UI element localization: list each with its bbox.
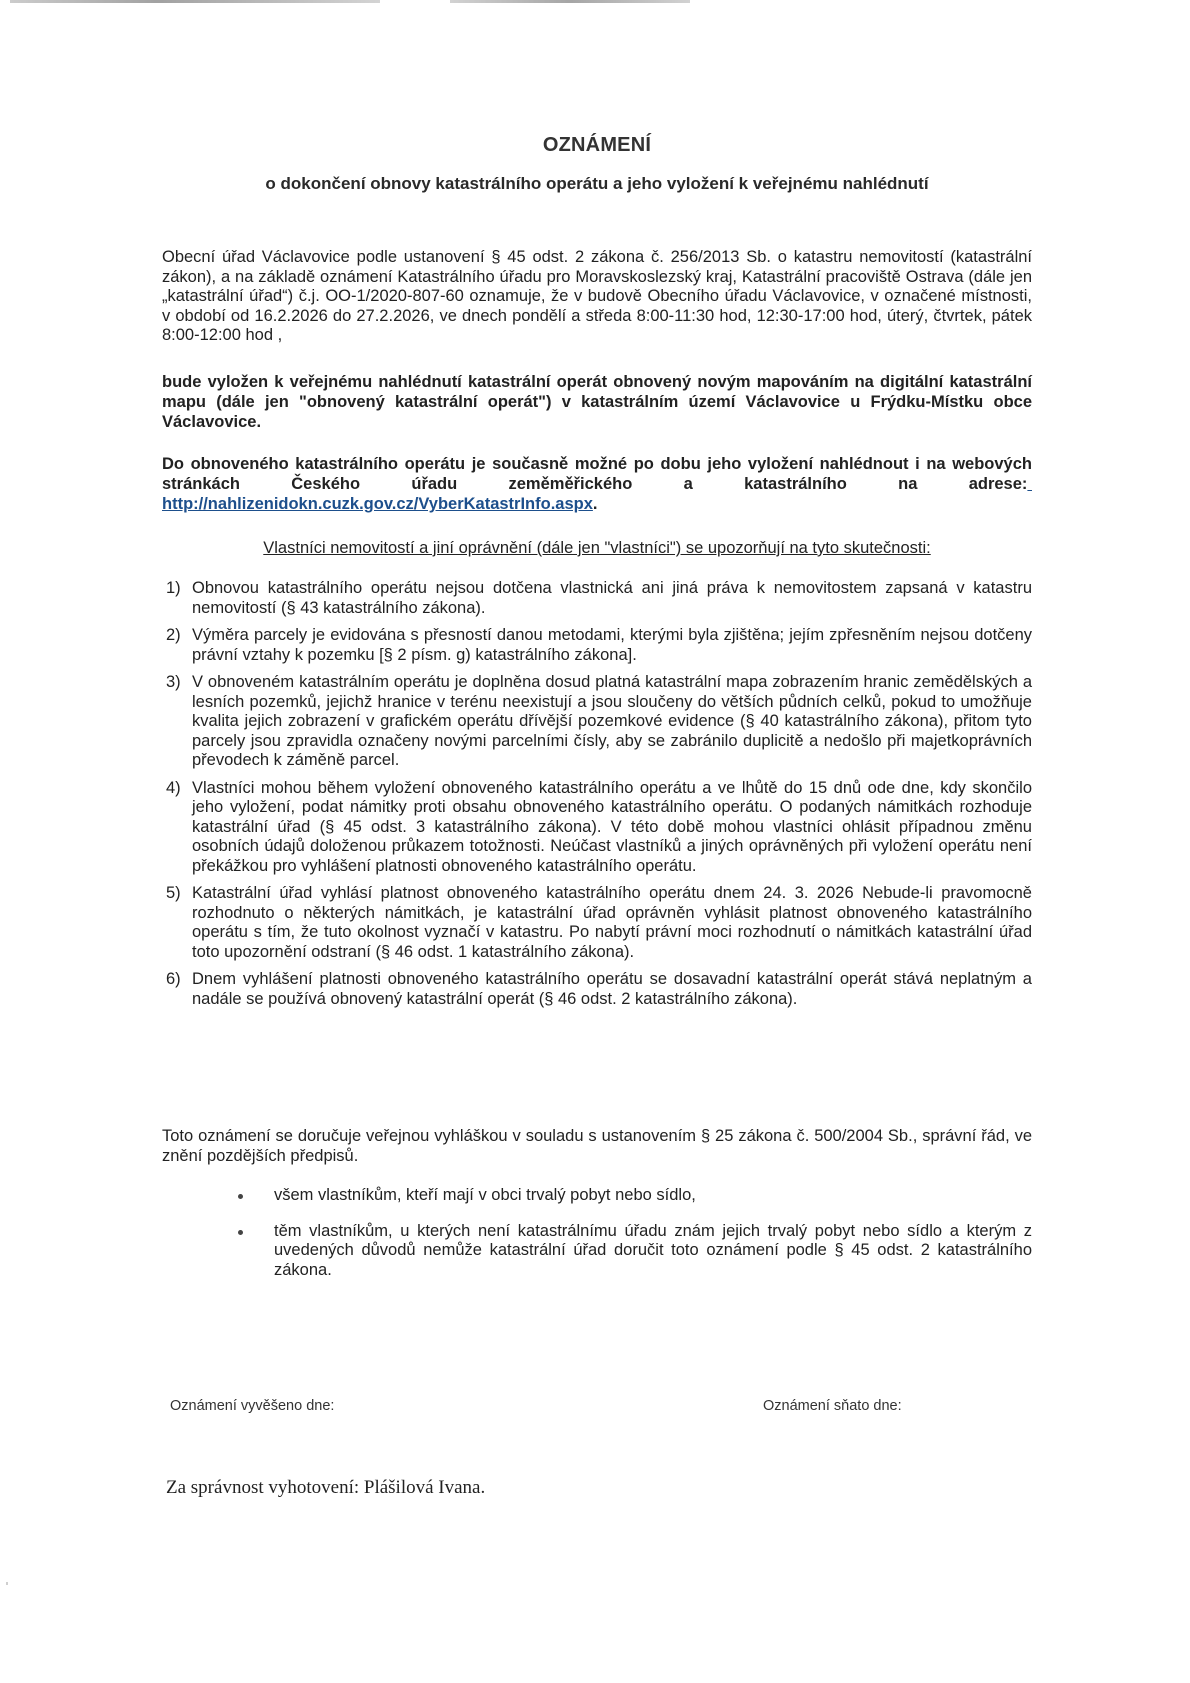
recipients-list [232,1186,1032,1296]
list-item: 2) Výměra parcely je evidována s přesností danou metodami, kterými byla zjištěna; jejím zpřesněním nejsou dotčeny právní vztahy k pozemku [§ 2 písm. g) katastrálního zákona]. [166,626,1032,664]
list-item: 6) Dnem vyhlášení platnosti obnoveného katastrálního operátu se dosavadní katastrální operát stává neplatným a nadále se používá obnovený katastrální operát (§ 46 odst. 2 katastrálního zákona). [166,970,1032,1008]
link-underscore [1027,475,1032,493]
list-item: 3) V obnoveném katastrálním operátu je doplněna dosud platná katastrální mapa zobrazením hranic zemědělských a lesních pozemků, jejichž hranice v terénu neexistují a jsou sloučeny do větších půdních celků, pokud to umožňuje kvalita jejich zobrazení v grafickém operátu dřívější pozemkové evidence (§ 40 katastrálního zákona), přitom tyto parcely jsou zpravidla označeny novými parcelními čísly, aby se zabránilo duplicitě a nedošlo při majetkoprávních převodech k záměně parcel. [166,673,1032,769]
bullet-icon [238,1230,243,1235]
cuzk-link[interactable]: http://nahlizenidokn.cuzk.gov.cz/VyberKatastrInfo.aspx [162,495,593,513]
list-item: všem vlastníkům, kteří mají v obci trvalý pobyt nebo sídlo, [232,1186,1032,1206]
link-period: . [592,495,598,513]
document-subtitle: o dokončení obnovy katastrálního operátu a jeho vyložení k veřejnému nahlédnutí [265,174,929,193]
list-item: těm vlastníkům, u kterých není katastrálnímu úřadu znám jejich trvalý pobyt nebo sídlo a kterým z uvedených důvodů nemůže katastrální úřad doručit toto oznámení podle § 45 odst. 2 katastrálního zákona. [232,1222,1032,1281]
document-title: OZNÁMENÍ [542,134,652,156]
posted-date-label: Oznámení vyvěšeno dne: [170,1398,335,1414]
intro-paragraph: Obecní úřad Václavovice podle ustanovení § 45 odst. 2 zákona č. 256/2013 Sb. o katastru nemovitostí (katastrální zákon), a na základě oznámení Katastrálního úřadu pro Moravskoslezský kraj, Katastrální pracoviště Ostrava (dále jen „katastrální úřad“) č.j. OO-1/2020-807-60 oznamuje, že v budově Obecního úřadu Václavovice, v označené místnosti, v období od 16.2.2026 do 27.2.2026, ve dnech pondělí a středa 8:00-11:30 hod, 12:30-17:00 hod, úterý, čtvrtek, pátek 8:00-12:00 hod , [162,248,1032,344]
list-item: 1) Obnovou katastrálního operátu nejsou dotčena vlastnická ani jiná práva k nemovitostem zapsaná v katastru nemovitostí (§ 43 katastrálního zákona). [166,579,1032,617]
owners-warning-heading: Vlastníci nemovitostí a jiní oprávnění (dále jen "vlastníci") se upozorňují na tyto skutečnosti: [263,539,931,557]
facts-list [162,579,1032,1017]
web-access-paragraph [162,454,1032,514]
exhibition-paragraph: bude vyložen k veřejnému nahlédnutí katastrální operát obnovený novým mapováním na digitální katastrální mapu (dále jen "obnovený katastrální operát") v katastrálním území Václavovice u Frýdku-Místku obce Václavovice. [162,373,1032,431]
web-access-text: Do obnoveného katastrálního operátu je současně možné po dobu jeho vyložení nahlédnout i na webových stránkách Českého úřadu zeměměřického a katastrálního na adrese: [162,455,1032,493]
scan-speck [6,1582,8,1585]
scan-edge-artifact [450,0,690,3]
removed-date-label: Oznámení sňato dne: [763,1398,902,1414]
list-item: 4) Vlastníci mohou během vyložení obnoveného katastrálního operátu a ve lhůtě do 15 dnů ode dne, kdy skončilo jeho vyložení, podat námitky proti obsahu obnoveného katastrálního operátu. O podaných námitkách rozhoduje katastrální úřad (§ 45 odst. 3 katastrálního zákona). V této době mohou vlastníci ohlásit případnou změnu osobních údajů doloženou průkazem totožnosti. Neúčast vlastníků a jiných oprávněných při vyložení operátu není překážkou pro vyhlášení platnosti obnoveného katastrálního operátu. [166,778,1032,875]
list-item: 5) Katastrální úřad vyhlásí platnost obnoveného katastrálního operátu dnem 24. 3. 2026 Nebude-li pravomocně rozhodnuto o některých námitkách, je katastrální úřad oprávněn vyhlásit platnost obnoveného katastrálního operátu s tím, že tuto okolnost vyznačí v katastru. Po nabytí právní moci rozhodnutí o námitkách katastrální úřad toto upozornění odstraní (§ 46 odst. 1 katastrálního zákona). [166,884,1032,961]
signature-line: Za správnost vyhotovení: Plášilová Ivana. [166,1477,486,1498]
bullet-icon [238,1194,243,1199]
delivery-paragraph: Toto oznámení se doručuje veřejnou vyhláškou v souladu s ustanovením § 25 zákona č. 500/2004 Sb., správní řád, ve znění pozdějších předpisů. [162,1127,1032,1165]
scan-edge-artifact [10,0,380,3]
